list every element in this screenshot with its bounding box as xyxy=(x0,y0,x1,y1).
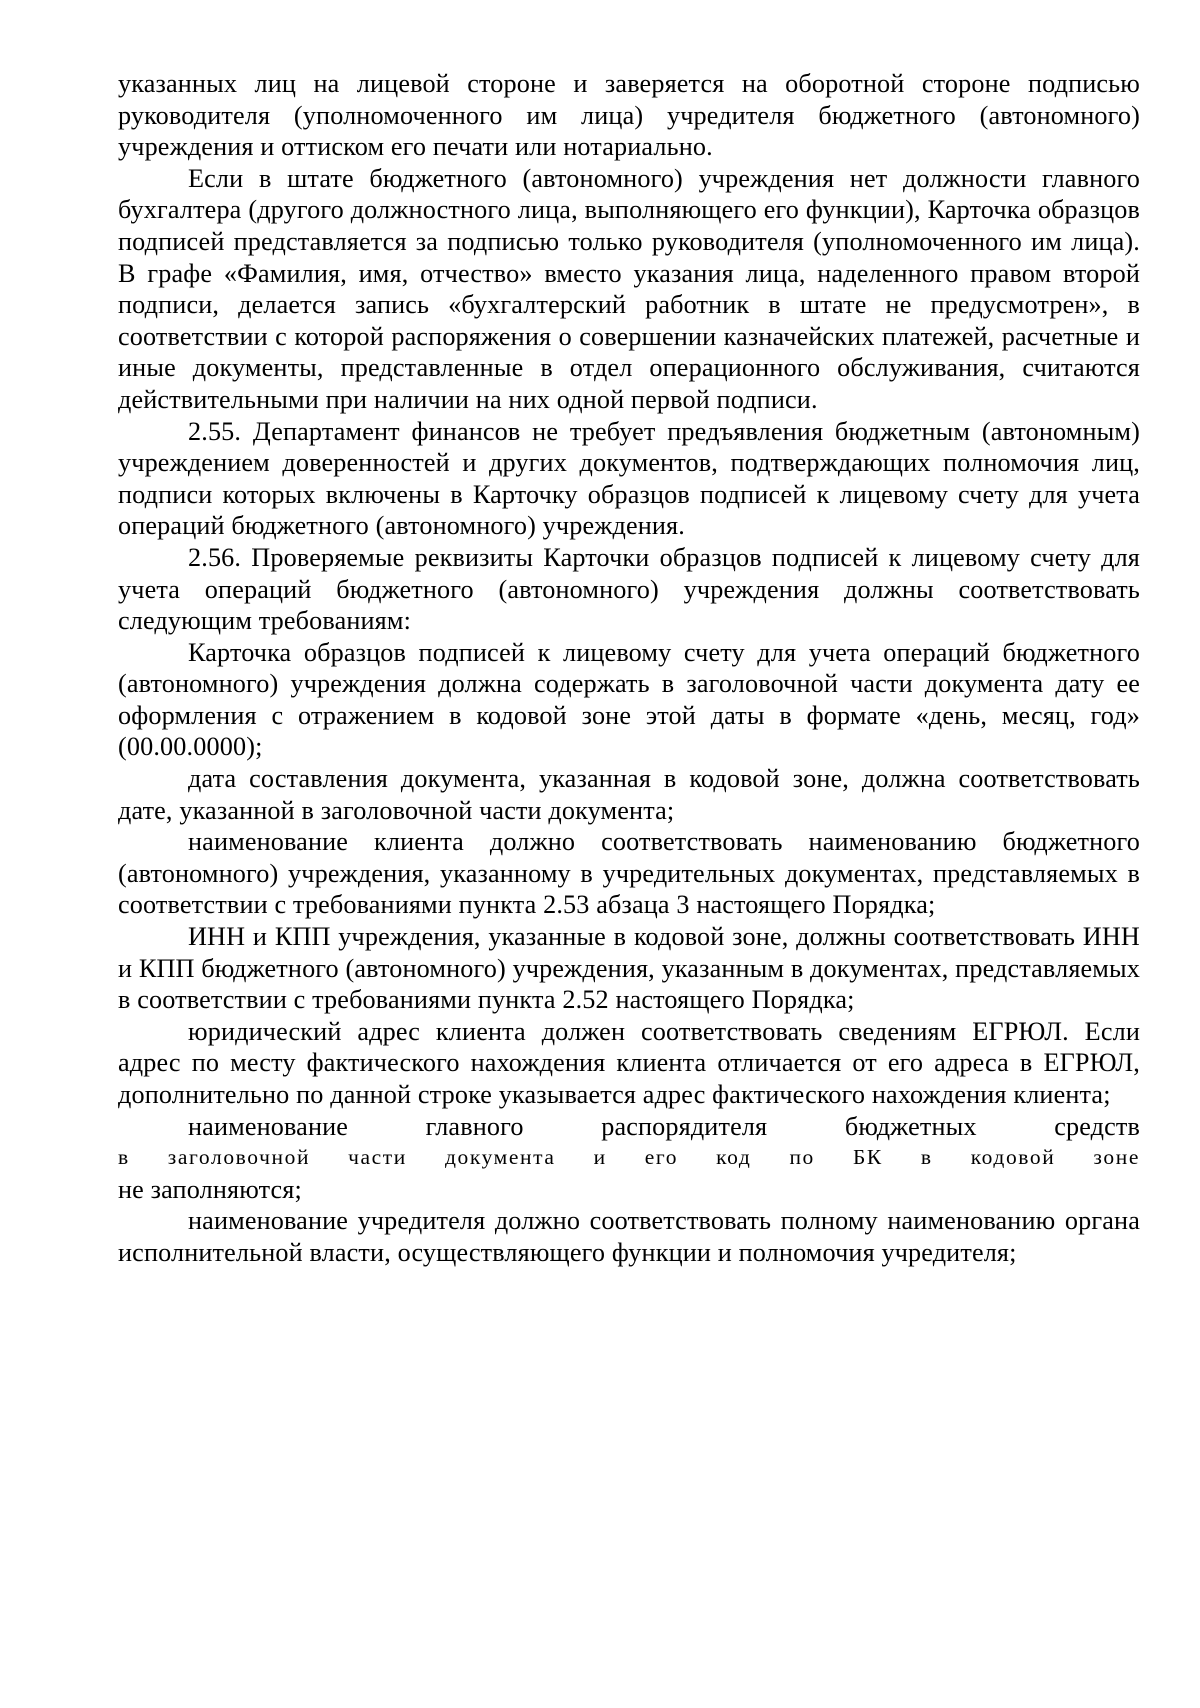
paragraph-no-accountant: Если в штате бюджетного (автономного) учреждения нет должности главного бухгалтера (другого должностного лица, выполняющего его функции), Карточка образцов подписей представляется за подписью только руководителя (уполномоченного им лица). В графе «Фамилия, имя, отчество» вместо указания лица, наделенного правом второй подписи, делается запись «бухгалтерский работник в штате не предусмотрен», в соответствии с которой распоряжения о совершении казначейских платежей, расчетные и иные документы, представленные в отдел операционного обслуживания, считаются действительными при наличии на них одной первой подписи. xyxy=(118,163,1140,414)
paragraph-chief-manager-line3: не заполняются; xyxy=(118,1174,302,1204)
paragraph-client-name: наименование клиента должно соответствовать наименованию бюджетного (автономного) учреждения, указанному в учредительных документах, представляемых в соответствии с требованиями пункта 2.53 абзаца 3 настоящего Порядка; xyxy=(118,827,1140,920)
document-body xyxy=(118,68,1140,1269)
paragraph-chief-manager: наименование главного распорядителя бюджетных средств xyxy=(188,1111,1140,1141)
paragraph-2-55: 2.55. Департамент финансов не требует предъявления бюджетным (автономным) учреждением доверенностей и других документов, подтверждающих полномочия лиц, подписи которых включены в Карточку образцов подписей к лицевому счету для учета операций бюджетного (автономного) учреждения. xyxy=(118,416,1140,541)
paragraph-founder-name: наименование учредителя должно соответствовать полному наименованию органа исполнительной власти, осуществляющего функции и полномочия учредителя; xyxy=(118,1206,1140,1267)
paragraph-inn-kpp: ИНН и КПП учреждения, указанные в кодовой зоне, должны соответствовать ИНН и КПП бюджетного (автономного) учреждения, указанным в документах, представляемых в соответствии с требованиями пункта 2.52 настоящего Порядка; xyxy=(118,922,1140,1015)
paragraph-date-code-zone: дата составления документа, указанная в кодовой зоне, должна соответствовать дате, указанной в заголовочной части документа; xyxy=(118,764,1140,825)
paragraph-legal-address: юридический адрес клиента должен соответствовать сведениям ЕГРЮЛ. Если адрес по месту фактического нахождения клиента отличается от его адреса в ЕГРЮЛ, дополнительно по данной строке указывается адрес фактического нахождения клиента; xyxy=(118,1016,1140,1109)
paragraph-2-56: 2.56. Проверяемые реквизиты Карточки образцов подписей к лицевому счету для учета операций бюджетного (автономного) учреждения должны соответствовать следующим требованиям: xyxy=(118,542,1140,636)
paragraph-continuation: указанных лиц на лицевой стороне и заверяется на оборотной стороне подписью руководителя (уполномоченного им лица) учредителя бюджетного (автономного) учреждения и оттиском его печати или нотариально. xyxy=(118,69,1140,162)
paragraph-chief-manager-line2: в заголовочной части документа и его код по БК в кодовой зоне xyxy=(118,1145,1140,1170)
paragraph-card-date: Карточка образцов подписей к лицевому счету для учета операций бюджетного (автономного) учреждения должна содержать в заголовочной части документа дату ее оформления с отражением в кодовой зоне этой даты в формате «день, месяц, год» (00.00.0000); xyxy=(118,637,1140,762)
